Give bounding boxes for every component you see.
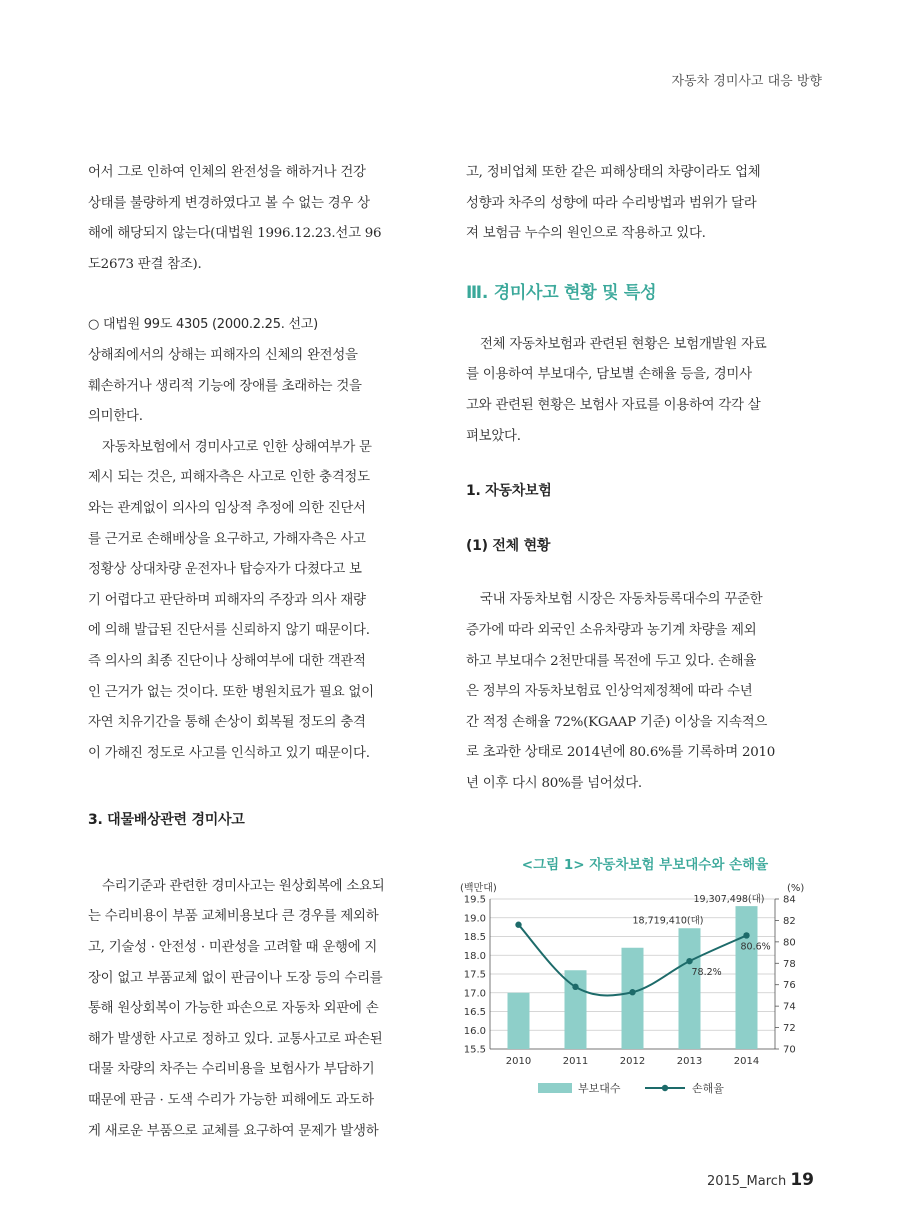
text-line: 제시 되는 것은, 피해자측은 사고로 인한 충격정도 xyxy=(88,470,370,486)
text-line: 수리기준과 관련한 경미사고는 원상회복에 소요되 xyxy=(102,878,385,894)
y-right-tick-label: 74 xyxy=(783,1001,796,1013)
text-line: 어서 그로 인하여 인체의 완전성을 해하거나 건강 xyxy=(88,165,366,180)
text-line: 대물 차량의 차주는 수리비용을 보험사가 부담하기 xyxy=(88,1062,375,1078)
paragraph-minor-accident-injury xyxy=(88,433,438,770)
chart-svg xyxy=(460,877,830,1105)
y-right-tick-label: 70 xyxy=(783,1044,796,1056)
running-header: 자동차 경미사고 대응 방향 xyxy=(671,74,822,89)
text-line: 에 의해 발급된 진단서를 신뢰하지 않기 때문이다. xyxy=(88,623,370,639)
legend-label: 손해율 xyxy=(692,1082,724,1095)
subheading-overall-status: (1) 전체 현황 xyxy=(466,537,551,554)
figure-1 xyxy=(460,855,830,1105)
y-left-tick-label: 15.5 xyxy=(463,1044,486,1056)
text-line: 간 적정 손해율 72%(KGAAP 기준) 이상을 지속적으 xyxy=(466,714,768,730)
loss-ratio-point-2011 xyxy=(572,984,578,990)
text-line: 로 초과한 상태로 2014년에 80.6%를 기록하며 2010 xyxy=(466,745,776,761)
text-line: 훼손하거나 생리적 기능에 장애를 초래하는 것을 xyxy=(88,378,362,394)
bar-2012 xyxy=(622,948,644,1049)
text-line: 년 이후 다시 80%를 넘어섰다. xyxy=(466,775,642,791)
text-line: 도2673 판결 참조). xyxy=(88,256,202,272)
text-line: 즉 의사의 최종 진단이나 상해여부에 대한 객관적 xyxy=(88,653,366,669)
text-line: 펴보았다. xyxy=(466,428,521,444)
x-tick-label: 2014 xyxy=(733,1056,760,1067)
loss-ratio-point-2013 xyxy=(686,958,692,964)
paragraph-property-damage xyxy=(88,872,438,1147)
y-left-tick-label: 17.5 xyxy=(463,969,486,981)
x-tick-label: 2010 xyxy=(505,1056,532,1067)
y-left-tick-label: 18.5 xyxy=(463,932,486,943)
text-line: 를 이용하여 부보대수, 담보별 손해율 등을, 경미사 xyxy=(466,367,752,383)
paragraph-repair-variance xyxy=(466,158,816,250)
legend-label: 부보대수 xyxy=(578,1082,621,1095)
legend-line-marker xyxy=(662,1085,668,1091)
y-left-tick-label: 19.0 xyxy=(463,913,486,925)
text-line: 국내 자동차보험 시장은 자동차등록대수의 꾸준한 xyxy=(480,592,763,608)
y-left-tick-label: 18.0 xyxy=(463,950,486,962)
y-left-tick-label: 17.0 xyxy=(463,988,486,1000)
right-column xyxy=(466,158,816,800)
bar-2014 xyxy=(736,906,758,1049)
text-line: 이 가해진 정도로 사고를 인식하고 있기 때문이다. xyxy=(88,745,370,761)
text-line: 자동차보험에서 경미사고로 인한 상해여부가 문 xyxy=(102,439,372,455)
y-right-tick-label: 80 xyxy=(783,937,796,949)
text-line: 고와 관련된 현황은 보험사 자료를 이용하여 각각 살 xyxy=(466,397,761,413)
annotation-label: 18,719,410(대) xyxy=(632,915,704,927)
y-right-tick-label: 76 xyxy=(783,980,796,992)
text-line: 와는 관계없이 의사의 임상적 추정에 의한 진단서 xyxy=(88,500,366,516)
subheading-auto-insurance: 1. 자동차보험 xyxy=(466,483,552,500)
loss-ratio-point-2014 xyxy=(743,932,749,938)
loss-ratio-point-2012 xyxy=(629,989,635,995)
text-line: 의미한다. xyxy=(88,409,143,425)
y-right-tick-label: 72 xyxy=(783,1023,796,1035)
text-line: 정황상 상대차량 운전자나 탑승자가 다쳤다고 보 xyxy=(88,562,362,578)
text-line: 져 보험금 누수의 원인으로 작용하고 있다. xyxy=(466,226,706,242)
page-number: 19 xyxy=(790,1170,814,1190)
text-line: 는 수리비용이 부품 교체비용보다 큰 경우를 제외하 xyxy=(88,909,379,925)
text-line: 성향과 차주의 성향에 따라 수리방법과 범위가 달라 xyxy=(466,195,757,211)
text-line: 해가 발생한 사고로 정하고 있다. 교통사고로 파손된 xyxy=(88,1031,383,1047)
y-right-unit: (%) xyxy=(787,883,805,894)
annotation-label: 80.6% xyxy=(740,941,771,953)
text-line: 자연 치유기간을 통해 손상이 회복될 정도의 충격 xyxy=(88,715,366,731)
paragraph-status-overview xyxy=(466,330,816,452)
figure-title: <그림 1> 자동차보험 부보대수와 손해율 xyxy=(521,857,769,873)
y-left-tick-label: 16.0 xyxy=(463,1025,486,1037)
text-line: 상태를 불량하게 변경하였다고 볼 수 없는 경우 상 xyxy=(88,195,370,211)
bar-2013 xyxy=(679,928,701,1049)
page-footer xyxy=(707,1170,814,1190)
section-3-heading: 3. 대물배상관련 경미사고 xyxy=(88,812,245,829)
x-tick-label: 2011 xyxy=(562,1056,589,1067)
section-3-title: Ⅲ. 경미사고 현황 및 특성 xyxy=(466,282,657,303)
y-left-tick-label: 19.5 xyxy=(463,894,486,906)
legend-bar-swatch xyxy=(538,1083,572,1093)
case-heading: ○ 대법원 99도 4305 (2000.2.25. 선고) xyxy=(88,317,318,333)
text-line: 기 어렵다고 판단하며 피해자의 주장과 의사 재량 xyxy=(88,592,366,608)
bar-2010 xyxy=(508,993,530,1049)
text-line: 해에 해당되지 않는다(대법원 1996.12.23.선고 96 xyxy=(88,226,382,242)
paragraph-injury-definition xyxy=(88,341,438,433)
text-line: 전체 자동차보험과 관련된 현황은 보험개발원 자료 xyxy=(480,336,767,352)
text-line: 장이 없고 부품교체 없이 판금이나 도장 등의 수리를 xyxy=(88,970,383,986)
text-line: 증가에 따라 외국인 소유차량과 농기계 차량을 제외 xyxy=(466,622,757,638)
text-line: 인 근거가 없는 것이다. 또한 병원치료가 필요 없이 xyxy=(88,684,374,700)
text-line: 고, 정비업체 또한 같은 피해상태의 차량이라도 업체 xyxy=(466,165,761,180)
text-line: 통해 원상회복이 가능한 파손으로 자동차 외판에 손 xyxy=(88,1001,379,1017)
paragraph-market-status xyxy=(466,585,816,799)
text-line: 때문에 판금 · 도색 수리가 가능한 피해에도 과도하 xyxy=(88,1093,374,1109)
left-column xyxy=(88,158,438,1147)
text-line: 하고 부보대수 2천만대를 목전에 두고 있다. 손해율 xyxy=(466,653,757,669)
y-right-tick-label: 78 xyxy=(783,958,796,970)
text-line: 고, 기술성 · 안전성 · 미관성을 고려할 때 운행에 지 xyxy=(88,940,378,956)
y-right-tick-label: 84 xyxy=(783,894,796,906)
paragraph-continuation xyxy=(88,158,438,280)
text-line: 은 정부의 자동차보험료 인상억제정책에 따라 수년 xyxy=(466,684,753,700)
text-line: 게 새로운 부품으로 교체를 요구하여 문제가 발생하 xyxy=(88,1123,379,1139)
annotation-label: 78.2% xyxy=(691,967,722,979)
x-tick-label: 2012 xyxy=(619,1056,646,1067)
text-line: 를 근거로 손해배상을 요구하고, 가해자측은 사고 xyxy=(88,531,366,547)
text-line: 상해죄에서의 상해는 피해자의 신체의 완전성을 xyxy=(88,347,358,363)
annotation-label: 19,307,498(대) xyxy=(693,894,765,906)
x-tick-label: 2013 xyxy=(676,1056,703,1067)
y-left-unit: (백만대) xyxy=(460,883,497,894)
loss-ratio-point-2010 xyxy=(515,922,521,928)
y-left-tick-label: 16.5 xyxy=(463,1007,486,1018)
y-right-tick-label: 82 xyxy=(783,915,796,927)
issue-label: 2015_March xyxy=(706,1174,787,1189)
